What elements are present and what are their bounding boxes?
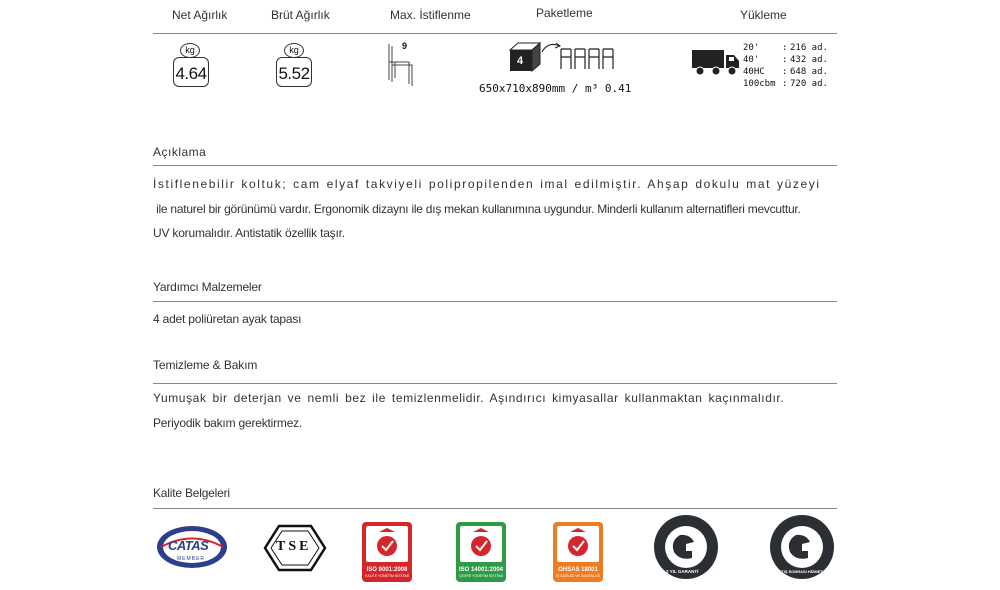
container-type: 40HC bbox=[743, 67, 765, 77]
max-stack-label: Max. İstiflenme bbox=[390, 8, 471, 22]
loading-row bbox=[743, 67, 843, 78]
netsert-emblem-icon bbox=[557, 526, 599, 562]
warranty-seal-bottom: 2 YIL GARANTİ bbox=[666, 569, 699, 574]
container-qty: 648 ad. bbox=[790, 67, 828, 77]
separator: : bbox=[782, 43, 788, 53]
certificates-divider bbox=[153, 508, 837, 509]
package-box-icon bbox=[509, 42, 541, 72]
loading-label: Yükleme bbox=[740, 8, 787, 22]
accessories-text: 4 adet poliüretan ayak tapası bbox=[153, 312, 302, 326]
container-qty: 216 ad. bbox=[790, 43, 828, 53]
package-count: 4 bbox=[517, 55, 524, 67]
separator: : bbox=[782, 67, 788, 77]
loading-row bbox=[743, 79, 843, 90]
iso-14001-label: ISO 14001:2004 bbox=[458, 567, 504, 573]
care-heading: Temizleme & Bakım bbox=[153, 358, 258, 372]
badge-panel bbox=[557, 526, 599, 562]
catas-wordmark: CATAS bbox=[168, 538, 209, 553]
catas-member: MEMBER bbox=[177, 556, 205, 562]
care-line-2: Periyodik bakım gerektirmez. bbox=[153, 416, 303, 430]
kg-tag-icon: kg bbox=[284, 43, 304, 58]
iso-9001-sub: KALİTE YÖNETİM SİSTEMİ bbox=[365, 574, 409, 578]
description-heading: Açıklama bbox=[153, 145, 207, 159]
container-qty: 432 ad. bbox=[790, 55, 828, 65]
description-line-2: ile naturel bir görünümü vardır. Ergonomik dizaynı ile dış mekan kullanımına uygundur. Minderli kullanım alternatifleri mevcuttur. bbox=[153, 202, 801, 216]
description-line-3: UV korumalıdır. Antistatik özellik taşır. bbox=[153, 226, 345, 240]
iso-9001-label: ISO 9001:2008 bbox=[366, 567, 408, 573]
care-divider bbox=[153, 383, 837, 384]
badge-panel bbox=[366, 526, 408, 562]
iso-14001-badge bbox=[456, 522, 506, 582]
net-weight-value: 4.64 bbox=[175, 64, 207, 83]
package-dimensions: 650x710x890mm / m³ 0.41 bbox=[479, 82, 632, 95]
gross-weight-value: 5.52 bbox=[278, 64, 310, 83]
chairs-group-icon bbox=[559, 47, 615, 71]
gross-weight-icon bbox=[276, 57, 312, 87]
accessories-divider bbox=[153, 301, 837, 302]
packaging-label: Paketleme bbox=[536, 6, 593, 20]
container-qty: 720 ad. bbox=[790, 79, 828, 89]
net-weight-label: Net Ağırlık bbox=[172, 8, 228, 22]
gross-weight-label: Brüt Ağırlık bbox=[271, 8, 330, 22]
separator: : bbox=[782, 55, 788, 65]
netsert-emblem-icon bbox=[366, 526, 408, 562]
ohsas-label: OHSAS 18001 bbox=[558, 567, 598, 573]
container-type: 100cbm bbox=[743, 79, 776, 89]
container-type: 40' bbox=[743, 55, 760, 65]
ohsas-badge bbox=[553, 522, 603, 582]
description-line-1: İstiflenebilir koltuk; cam elyaf takviyeli polipropilenden imal edilmiştir. Ahşap dokulu mat yüzeyi bbox=[153, 177, 821, 191]
service-seal-bottom: SATIŞ SONRASI HİZMET bbox=[776, 569, 823, 574]
certificates-heading: Kalite Belgeleri bbox=[153, 486, 230, 500]
loading-row bbox=[743, 55, 843, 66]
separator: : bbox=[782, 79, 788, 89]
loading-row bbox=[743, 43, 843, 54]
netsert-emblem-icon bbox=[460, 526, 502, 562]
iso-14001-sub: ÇEVRE YÖNETİM SİSTEMİ bbox=[459, 574, 503, 578]
iso-9001-badge bbox=[362, 522, 412, 582]
accessories-heading: Yardımcı Malzemeler bbox=[153, 280, 262, 294]
care-line-1: Yumuşak bir deterjan ve nemli bez ile temizlenmelidir. Aşındırıcı kimyasallar kullanmaktan kaçınmalıdır. bbox=[153, 391, 785, 405]
truck-icon bbox=[692, 50, 740, 76]
kg-tag-icon: kg bbox=[180, 43, 200, 58]
net-weight-icon bbox=[173, 57, 209, 87]
ohsas-sub: İŞ SAĞLIĞI VE GÜVENLİĞİ bbox=[556, 574, 600, 578]
tse-wordmark: TSE bbox=[276, 539, 312, 554]
badge-panel bbox=[460, 526, 502, 562]
spec-divider bbox=[153, 33, 837, 34]
max-stack-value: 9 bbox=[402, 41, 408, 51]
container-type: 20' bbox=[743, 43, 760, 53]
description-divider bbox=[153, 165, 837, 166]
